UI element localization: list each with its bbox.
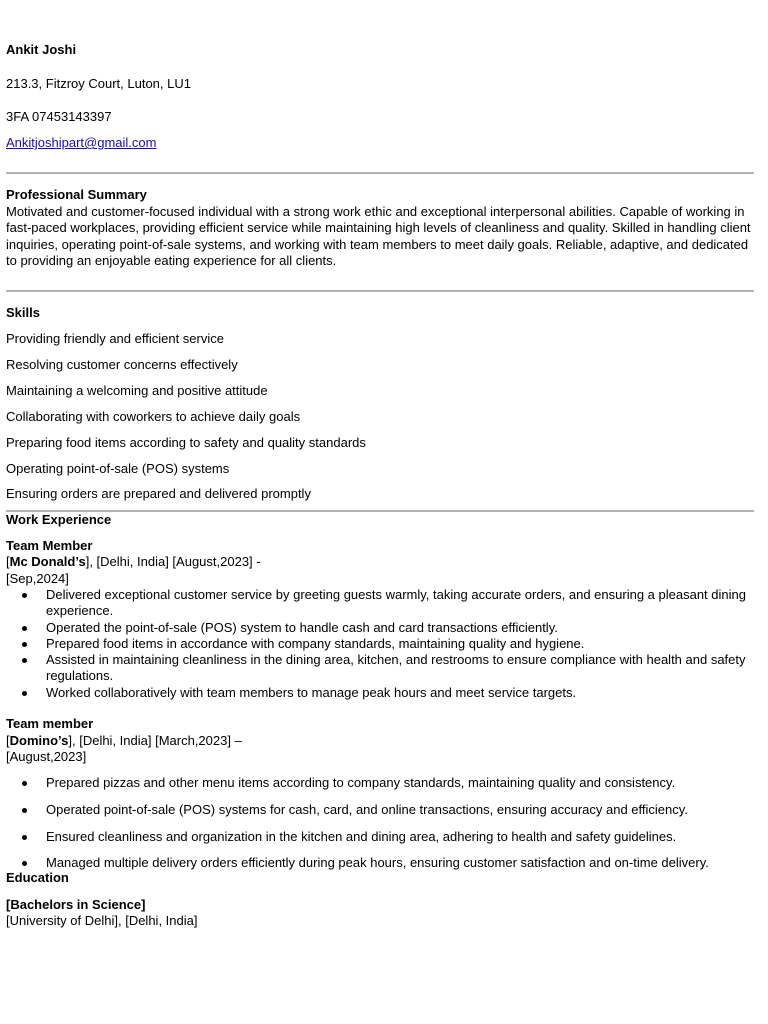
- job-title: Team Member: [6, 538, 93, 553]
- divider: [6, 510, 754, 512]
- institution: [University of Delhi], [Delhi, India]: [6, 913, 198, 928]
- education-heading: Education: [6, 870, 69, 885]
- bullet-item: Delivered exceptional customer service by greeting guests warmly, taking accurate orders, and ensuring a pleasant dining experience.: [6, 587, 754, 620]
- job-meta: ], [Delhi, India] [August,2023] -: [85, 554, 261, 569]
- bullet-item: Worked collaboratively with team members to manage peak hours and meet service targets.: [6, 685, 754, 701]
- summary-text: Motivated and customer-focused individual with a strong work ethic and exceptional interpersonal abilities. Capable of working in fast-paced workplaces, providing efficient service while maintaining high levels of cleanliness and quality. Skilled in handling client inquiries, operating point-of-sale systems, and working with team members to meet daily goals. Reliable, adaptive, and dedicated to providing an enjoyable eating experience for all clients.: [6, 204, 751, 268]
- bullet-item: Managed multiple delivery orders efficiently during peak hours, ensuring customer satisfaction and on-time delivery.: [6, 855, 754, 871]
- skills-heading: Skills: [6, 305, 40, 320]
- job-details: [6, 733, 242, 749]
- job-details: [6, 554, 261, 570]
- job-bullet-list: [6, 587, 754, 701]
- job-end-date: [Sep,2024]: [6, 571, 69, 586]
- bullet-item: Prepared food items in accordance with company standards, maintaining quality and hygiene.: [6, 636, 754, 652]
- bullet-item: Operated the point-of-sale (POS) system to handle cash and card transactions efficiently.: [6, 620, 754, 636]
- open-bracket: [: [6, 733, 10, 748]
- summary-heading: Professional Summary: [6, 187, 147, 202]
- job-title: Team member: [6, 716, 94, 731]
- bullet-item: Assisted in maintaining cleanliness in the dining area, kitchen, and restrooms to ensure compliance with health and safety regulations.: [6, 652, 754, 685]
- job-meta: ], [Delhi, India] [March,2023] –: [68, 733, 242, 748]
- divider: [6, 290, 754, 292]
- company-name: Mc Donald’s: [9, 554, 86, 569]
- skill-item: Collaborating with coworkers to achieve daily goals: [6, 409, 301, 424]
- bullet-item: Ensured cleanliness and organization in the kitchen and dining area, adhering to health and safety guidelines.: [6, 829, 754, 845]
- job-end-date: [August,2023]: [6, 749, 87, 764]
- degree: [Bachelors in Science]: [6, 897, 146, 912]
- job-bullet-list: [6, 775, 754, 872]
- skill-item: Providing friendly and efficient service: [6, 331, 224, 346]
- skill-item: Operating point-of-sale (POS) systems: [6, 461, 230, 476]
- skill-item: Ensuring orders are prepared and delivered promptly: [6, 486, 311, 501]
- phone-number: 3FA 07453143397: [6, 109, 112, 124]
- skill-item: Preparing food items according to safety and quality standards: [6, 435, 366, 450]
- skill-item: Resolving customer concerns effectively: [6, 357, 238, 372]
- company-name: Domino’s: [9, 733, 69, 748]
- skill-item: Maintaining a welcoming and positive attitude: [6, 383, 268, 398]
- divider: [6, 172, 754, 174]
- bullet-item: Operated point-of-sale (POS) systems for cash, card, and online transactions, ensuring accuracy and efficiency.: [6, 802, 754, 818]
- open-bracket: [: [6, 554, 10, 569]
- email-link[interactable]: Ankitjoshipart@gmail.com: [6, 135, 157, 150]
- experience-heading: Work Experience: [6, 512, 112, 527]
- address: 213.3, Fitzroy Court, Luton, LU1: [6, 76, 191, 91]
- candidate-name: Ankit Joshi: [6, 42, 77, 57]
- bullet-item: Prepared pizzas and other menu items according to company standards, maintaining quality and consistency.: [6, 775, 754, 791]
